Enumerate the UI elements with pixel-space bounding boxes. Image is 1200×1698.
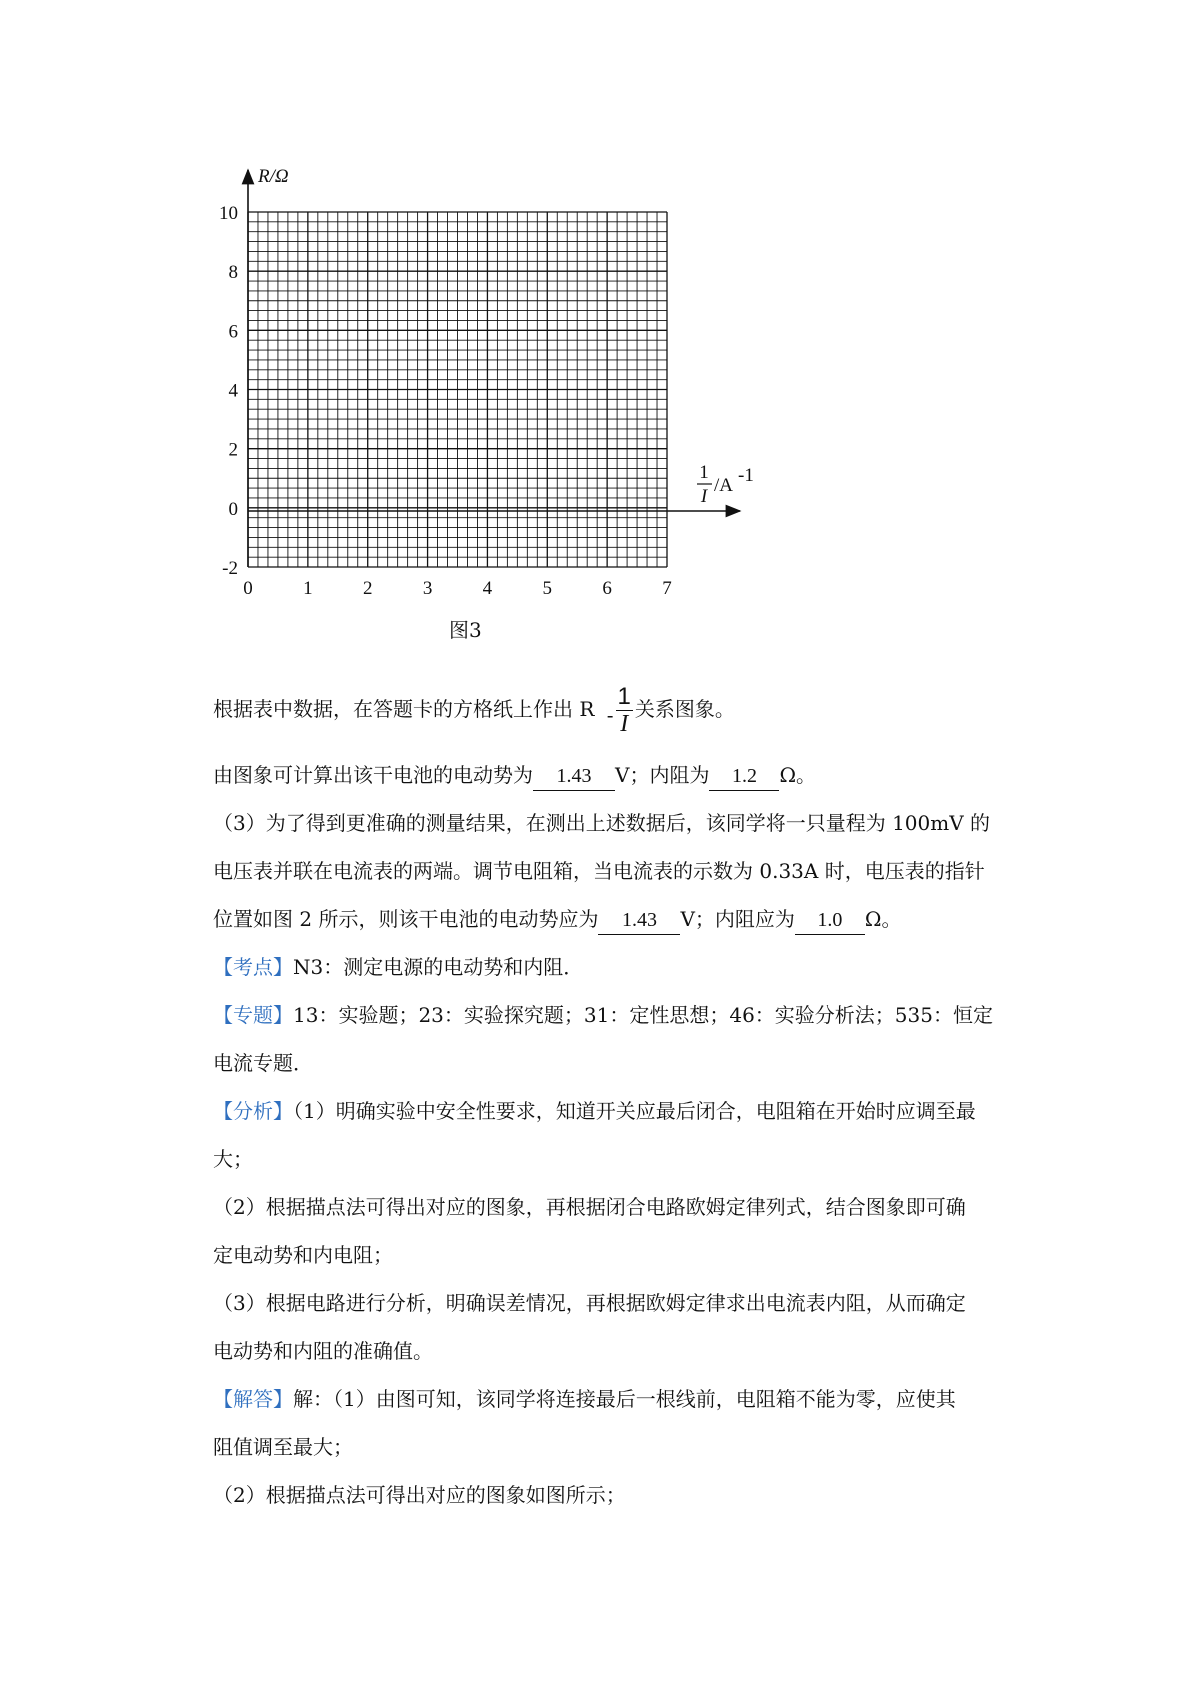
answer-text: 位置如图 2 所示，则该干电池的电动势应为 — [213, 907, 599, 931]
grid-lines — [248, 212, 667, 567]
relation-dash: - — [606, 703, 614, 727]
analysis-line-2: 大； — [213, 1147, 253, 1171]
fraction-1-over-i — [616, 684, 633, 737]
x-axis-label-denominator: I — [700, 486, 708, 507]
question-3-line-3 — [213, 905, 1043, 935]
question-3-line-2: 电压表并联在电流表的两端。调节电阻箱，当电流表的示数为 0.33A 时，电压表的指针 — [213, 859, 985, 883]
y-tick-label: 0 — [228, 498, 238, 520]
solution-line-3: （2）根据描点法可得出对应的图象如图所示； — [213, 1483, 626, 1507]
y-axis-label: R/Ω — [258, 166, 289, 187]
x-tick-label: 7 — [662, 578, 672, 599]
analysis-line-6: 电动势和内阻的准确值。 — [213, 1339, 433, 1363]
analysis-line-3: （2）根据描点法可得出对应的图象，再根据闭合电路欧姆定律列式，结合图象即可确 — [213, 1195, 966, 1219]
y-tick-label: 4 — [228, 380, 238, 402]
emf-answer: 1.43 — [533, 762, 615, 791]
topic-text: 13：实验题；23：实验探究题；31：定性思想；46：实验分析法；535：恒定 — [293, 1003, 993, 1027]
y-tick-labels — [219, 203, 239, 579]
corrected-resistance-answer: 1.0 — [795, 906, 865, 935]
x-axis-label-numerator: 1 — [699, 462, 709, 483]
y-tick-label: 2 — [228, 439, 238, 461]
answer-text: Ω。 — [864, 907, 902, 931]
x-tick-label: 4 — [482, 578, 493, 599]
solution-line-2: 阻值调至最大； — [213, 1435, 353, 1459]
analysis-line-4: 定电动势和内电阻； — [213, 1243, 393, 1267]
analysis-tag: 【分析】 — [213, 1099, 293, 1123]
x-axis-label-unit: /A — [714, 475, 733, 496]
y-tick-label: 6 — [228, 321, 238, 343]
answer-line-2 — [213, 761, 1043, 791]
answer-text: V；内阻应为 — [680, 907, 795, 931]
y-tick-label: 10 — [219, 203, 238, 224]
figure-caption: 图3 — [449, 618, 482, 642]
question-3-line-1: （3）为了得到更准确的测量结果，在测出上述数据后，该同学将一只量程为 100mV 的 — [213, 811, 991, 835]
solution-line-1 — [213, 1385, 1043, 1413]
x-tick-label: 0 — [243, 578, 253, 599]
analysis-line-5: （3）根据电路进行分析，明确误差情况，再根据欧姆定律求出电流表内阻，从而确定 — [213, 1291, 966, 1315]
fraction-denominator: I — [620, 711, 629, 737]
grid-figure — [0, 0, 1200, 660]
x-tick-label: 2 — [362, 578, 373, 599]
topic-line-1 — [213, 1001, 1043, 1029]
internal-resistance-answer: 1.2 — [709, 762, 779, 791]
x-tick-label: 6 — [602, 578, 612, 599]
fraction-numerator: 1 — [617, 683, 631, 710]
x-tick-label: 3 — [422, 578, 433, 599]
x-axis-label-exponent: -1 — [738, 465, 754, 486]
solution-tag: 【解答】 — [213, 1387, 293, 1411]
answer-text: 由图象可计算出该干电池的电动势为 — [213, 763, 533, 787]
y-tick-label: 8 — [228, 262, 238, 284]
solution-text: 解：（1）由图可知，该同学将连接最后一根线前，电阻箱不能为零，应使其 — [293, 1387, 956, 1411]
instruction-text: 根据表中数据，在答题卡的方格纸上作出 R — [213, 697, 595, 721]
x-tick-label: 5 — [542, 578, 553, 599]
knowledge-point — [213, 953, 1043, 981]
analysis-text: （1）明确实验中安全性要求，知道开关应最后闭合，电阻箱在开始时应调至最 — [293, 1099, 976, 1123]
topic-line-2: 电流专题． — [213, 1051, 313, 1075]
analysis-line-1 — [213, 1097, 1043, 1125]
x-tick-label: 1 — [303, 578, 313, 599]
topic-tag: 【专题】 — [213, 1003, 293, 1027]
answer-text: Ω。 — [779, 763, 817, 787]
answer-text: V；内阻为 — [615, 763, 710, 787]
y-tick-label: -2 — [222, 558, 238, 579]
instruction-line — [213, 684, 1043, 737]
x-tick-labels — [243, 578, 672, 599]
instruction-text-end: 关系图象。 — [634, 697, 735, 721]
knowledge-point-tag: 【考点】 — [213, 955, 293, 979]
knowledge-point-text: N3：测定电源的电动势和内阻． — [293, 955, 584, 979]
corrected-emf-answer: 1.43 — [598, 906, 680, 935]
